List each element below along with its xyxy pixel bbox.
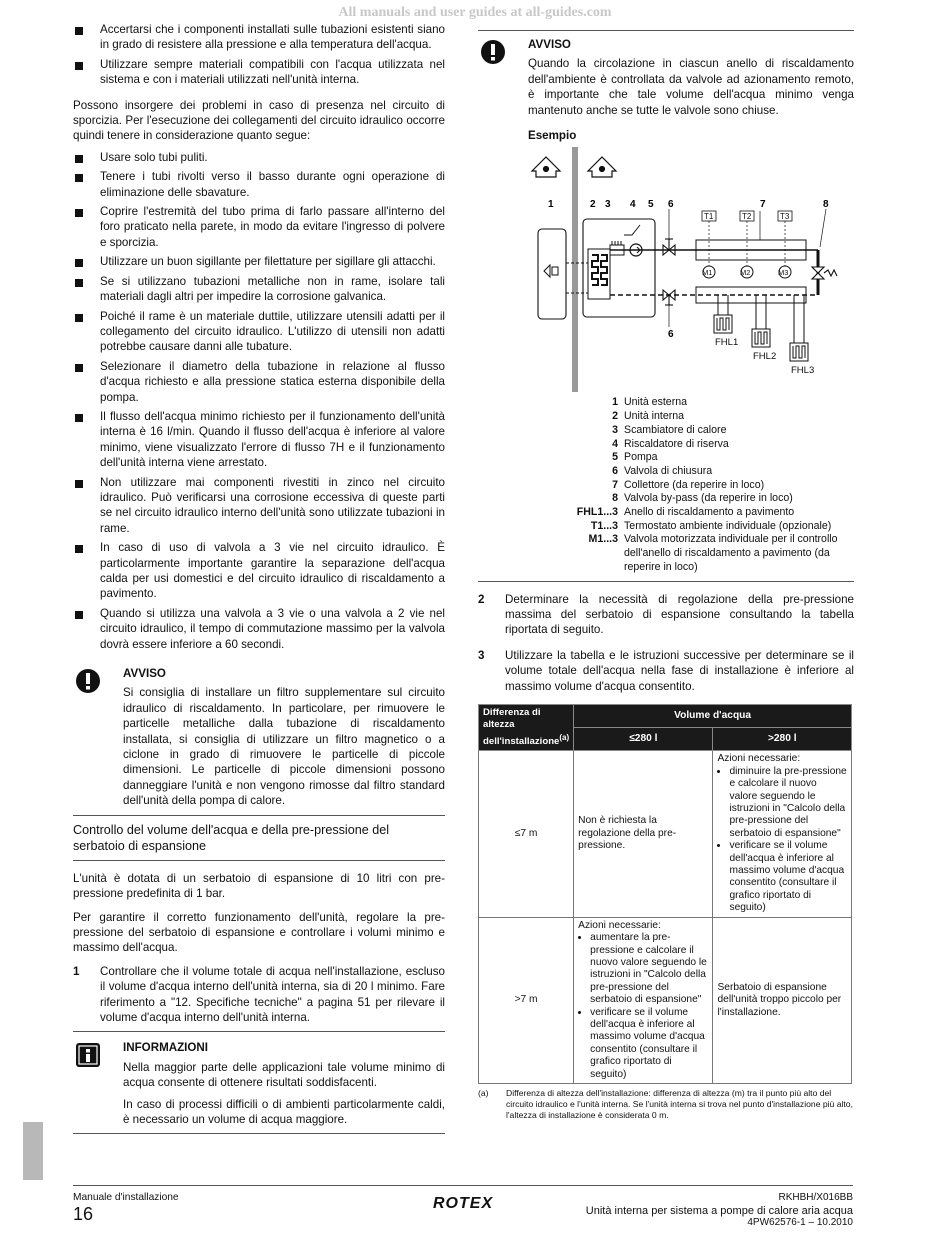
- bypass-valve-icon: [812, 250, 837, 295]
- avviso-notice-right: [478, 37, 854, 143]
- avviso-title: AVVISO: [528, 38, 571, 51]
- bullet-item: Quando si utilizza una valvola a 3 vie o una valvola a 2 vie nel circuito idraulico, il tempo di commutazione massimo per la valvola dovrà essere inferiore a 60 secondi.: [73, 606, 445, 652]
- legend-item: 3 Scambiatore di calore: [612, 423, 727, 436]
- step-item: 2 Determinare la necessità di regolazione della pre-pressione massima del serbatoio di espansione consultando la tabella riportata di seguito.: [478, 592, 854, 637]
- bullet-item: Utilizzare sempre materiali compatibili con l'acqua utilizzata nel sistema e con i materiali utilizzati nell'unità interna.: [73, 57, 445, 88]
- paragraph-volumes: Per garantire il corretto funzionamento dell'unità, regolare la pre-pressione del serbatoio di espansione e controllare i volumi minimo e massimo dell'acqua.: [73, 910, 445, 955]
- bullet-item: Utilizzare un buon sigillante per filettature per sigillare gli attacchi.: [73, 254, 445, 269]
- paragraph-expansion-tank: L'unità è dotata di un serbatoio di espansione di 10 litri con pre-pressione predefinita di 1 bar.: [73, 871, 445, 901]
- label-2: 2: [590, 199, 596, 211]
- bullet-list-top: [73, 22, 445, 88]
- bullet-square-icon: [75, 155, 83, 163]
- bullet-square-icon: [75, 62, 83, 70]
- info-notice: [73, 1040, 445, 1127]
- intro-paragraph: Possono insorgere dei problemi in caso di presenza nel circuito di sporcizia. Per l'esecuzione dei collegamenti del circuito idraulico occorre quindi tenere in considerazione quanto segue:: [73, 98, 445, 143]
- bullet-item: Selezionare il diametro della tubazione in relazione al flusso d'acqua richiesto e alla pressione statica esterna disponibile della pompa.: [73, 359, 445, 405]
- table-row: ≤7 m Non è richiesta la regolazione della pre-pressione. Azioni necessarie: • diminuire la pre-pressione e calcolare il nuovo valore seguendo le istruzioni in "Calcolo della pre-pressione del serbatoio di espansione" • verificare se il volume dell'acqua è inferiore al massimo volume d'acqua consentito (consultare il grafico riportato di seguito): [479, 751, 852, 917]
- table-row: >7 m Azioni necessarie: • aumentare la pre-pressione e calcolare il nuovo valore seguendo le istruzioni in "Calcolo della pre-pressione del serbatoio di espansione" • verificare se il volume dell'acqua è inferiore al massimo volume d'acqua consentito (consultare il grafico riportato di seguito) Serbatoio di espansione dell'unità troppo piccolo per l'installazione.: [479, 917, 852, 1083]
- bullet-square-icon: [75, 480, 83, 488]
- bullet-square-icon: [75, 27, 83, 35]
- shutoff-valve-icon: [663, 239, 675, 305]
- bullet-square-icon: [75, 545, 83, 553]
- header-gt280: >280 l: [713, 728, 852, 751]
- label-6b: 6: [668, 329, 674, 341]
- label-t3: T3: [780, 212, 790, 222]
- label-t2: T2: [742, 212, 752, 222]
- bullet-item: Tenere i tubi rivolti verso il basso durante ogni operazione di eliminazione delle sbavature.: [73, 169, 445, 200]
- water-volume-table: [478, 704, 852, 1084]
- bullet-item: Il flusso dell'acqua minimo richiesto per il funzionamento dell'unità interna è 16 l/min. Quando il flusso dell'acqua è inferiore al valore minimo, viene visualizzato l'errore di flusso 7H e il funzionamento dell'unità interna viene arrestato.: [73, 409, 445, 471]
- wall: [572, 147, 578, 392]
- label-fhl3: FHL3: [791, 365, 815, 377]
- legend-item: 1 Unità esterna: [612, 396, 688, 409]
- label-fhl2: FHL2: [753, 351, 777, 363]
- header-le280: ≤280 l: [574, 728, 713, 751]
- step-item: 1 Controllare che il volume totale di acqua nell'installazione, escluso il volume d'acqua interno dell'unità interna, sia di 20 l minimo. Fare riferimento a "12. Specifiche tecniche" a pagina 51 per rilevare il volume d'acqua interno dell'unità interna.: [73, 964, 445, 1024]
- legend-item: 8 Valvola by-pass (da reperire in loco): [612, 492, 793, 505]
- label-5: 5: [648, 199, 654, 211]
- page-side-tab: [23, 1122, 43, 1180]
- info-title: INFORMAZIONI: [123, 1041, 209, 1055]
- table-list-item: • diminuire la pre-pressione e calcolare il nuovo valore seguendo le istruzioni in "Calcolo della pre-pressione del serbatoio di espansione": [729, 766, 847, 840]
- fan-icon: [544, 265, 558, 277]
- bullet-square-icon: [75, 364, 83, 372]
- label-m1: M1: [702, 268, 713, 278]
- bullet-item: Poiché il rame è un materiale duttile, utilizzare utensili adatti per il collegamento del circuito idraulico. L'utilizzo di utensili non adatti potrebbe causare danni alle tubature.: [73, 309, 445, 355]
- table-list-item: • verificare se il volume dell'acqua è inferiore al massimo volume d'acqua consentito (consultare il grafico riportato di seguito): [729, 840, 847, 914]
- label-t1: T1: [704, 212, 714, 222]
- rotex-logo: ROTEX: [433, 1195, 494, 1212]
- label-4: 4: [630, 199, 636, 211]
- label-8: 8: [823, 199, 829, 211]
- header-height-difference: Differenza di altezza dell'installazione$^{(a)}$: [479, 705, 574, 751]
- label-1: 1: [548, 199, 554, 211]
- page-footer: [73, 1185, 853, 1228]
- legend-item: 5 Pompa: [612, 451, 658, 464]
- manual-title: Manuale d'installazione: [73, 1192, 179, 1203]
- bullet-square-icon: [75, 209, 83, 217]
- right-column: [478, 22, 854, 1121]
- legend-item: 7 Collettore (da reperire in loco): [612, 478, 765, 491]
- example-label: Esempio: [528, 129, 577, 143]
- legend-item: T1...3 Termostato ambiente individuale (opzionale): [590, 519, 832, 532]
- label-m3: M3: [778, 268, 789, 278]
- outdoor-house-icon: [532, 157, 560, 177]
- header-water-volume: Volume d'acqua: [574, 705, 852, 728]
- bullet-item: Non utilizzare mai componenti rivestiti in zinco nel circuito idraulico. Può verificarsi una corrosione eccessiva di queste parti se nel circuito idraulico interno dell'unità sono utilizzate tubazioni in rame.: [73, 475, 445, 537]
- table-list-item: • verificare se il volume dell'acqua è inferiore al massimo volume d'acqua consentito (consultare il grafico riportato di seguito): [590, 1007, 708, 1081]
- table-list-item: • aumentare la pre-pressione e calcolare il nuovo valore seguendo le istruzioni in "Calcolo della pre-pressione del serbatoio di espansione": [590, 932, 708, 1006]
- legend-item: 2 Unità interna: [612, 410, 685, 423]
- section-title: Controllo del volume dell'acqua e della pre-pressione del serbatoio di espansione: [73, 822, 390, 853]
- watermark: All manuals and user guides at all-guides.com: [338, 5, 612, 20]
- bullet-item: Se si utilizzano tubazioni metalliche non in rame, isolare tali materiali dagli altri per impedire la corrosione galvanica.: [73, 274, 445, 305]
- step-item: 3 Utilizzare la tabella e le istruzioni successive per determinare se il volume totale dell'acqua nella fase di installazione è inferiore al massimo volume d'acqua consentito.: [478, 648, 854, 693]
- bullet-square-icon: [75, 314, 83, 322]
- info-text-2: In caso di processi difficili o di ambienti particolarmente caldi, è necessario un volume di acqua maggiore.: [123, 1097, 445, 1126]
- warning-icon: [75, 668, 101, 698]
- indoor-house-icon: [588, 157, 616, 177]
- bullet-square-icon: [75, 259, 83, 267]
- left-column: [73, 22, 445, 1134]
- avviso-text: Quando la circolazione in ciascun anello di riscaldamento dell'ambiente è controllata da valvole ad azionamento remoto, è importante che tale volume dell'acqua minimo venga mantenuto anche se tutte le valvole sono chiuse.: [528, 57, 854, 117]
- legend-item: FHL1...3 Anello di riscaldamento a pavimento: [576, 506, 795, 519]
- heating-loop-diagram: [528, 147, 858, 392]
- avviso-notice-left: [73, 666, 445, 809]
- bullet-item: In caso di uso di valvola a 3 vie nel circuito idraulico. È particolarmente importante garantire la separazione dell'acqua calda per usi domestici e del circuito idraulico di riscaldamento a pavimento.: [73, 540, 445, 602]
- avviso-title: AVVISO: [123, 667, 166, 681]
- page-number: 16: [73, 1204, 94, 1224]
- label-fhl1: FHL1: [715, 337, 739, 349]
- bullet-square-icon: [75, 414, 83, 422]
- bullet-list-main: [73, 150, 445, 652]
- bullet-item: Coprire l'estremità del tubo prima di farlo passare all'interno del foro praticato nella parete, in modo da evitare l'ingresso di polvere e sporcizia.: [73, 204, 445, 250]
- info-text-1: Nella maggior parte delle applicazioni tale volume minimo di acqua consente di ottenere risultati soddisfacenti.: [123, 1060, 445, 1090]
- bullet-square-icon: [75, 174, 83, 182]
- diagram-legend: [538, 396, 854, 574]
- step-list-right: [478, 592, 854, 694]
- label-6: 6: [668, 199, 674, 211]
- footer-doc-info: RKHBH/X016BB Unità interna per sistema a pompe di calore aria acqua 4PW62576-1 – 10.2010: [585, 1192, 853, 1228]
- legend-item: M1...3 Valvola motorizzata individuale per il controllo dell'anello di riscaldamento a pavimento (da reperire in loco): [588, 533, 838, 573]
- bullet-square-icon: [75, 279, 83, 287]
- bullet-square-icon: [75, 611, 83, 619]
- avviso-text: Si consiglia di installare un filtro supplementare sul circuito idraulico di riscaldamento. In particolare, per rimuovere le particelle metalliche dalla tubazione di riscaldamento installata, si consiglia di utilizzare un filtro magnetico o a ciclone in grado di rimuovere le particelle di piccole dimensioni. Le particelle di piccole dimensioni possono danneggiare l'unità e non vengono rimosse dal filtro standard dell'unità della pompa di calore.: [123, 686, 445, 808]
- legend-item: 4 Riscaldatore di riserva: [612, 437, 729, 450]
- label-3: 3: [605, 199, 611, 211]
- table-footnote: (a) Differenza di altezza dell'installazione: differenza di altezza (m) tra il punto più alto del circuito idraulico e l'unità interna. Se l'unità interna si trova nel punto d'installazione più alto, l'altezza di installazione è considerata 0 m.: [478, 1087, 853, 1120]
- label-m2: M2: [740, 268, 751, 278]
- info-icon: [75, 1042, 101, 1072]
- warning-icon: [480, 39, 506, 69]
- label-7: 7: [760, 199, 766, 211]
- bullet-item: Usare solo tubi puliti.: [73, 150, 445, 165]
- legend-item: 6 Valvola di chiusura: [612, 464, 713, 477]
- bullet-item: Accertarsi che i componenti installati sulle tubazioni esistenti siano in grado di resistere alla pressione e alla temperatura dell'acqua.: [73, 22, 445, 53]
- step-list-left: [73, 964, 445, 1026]
